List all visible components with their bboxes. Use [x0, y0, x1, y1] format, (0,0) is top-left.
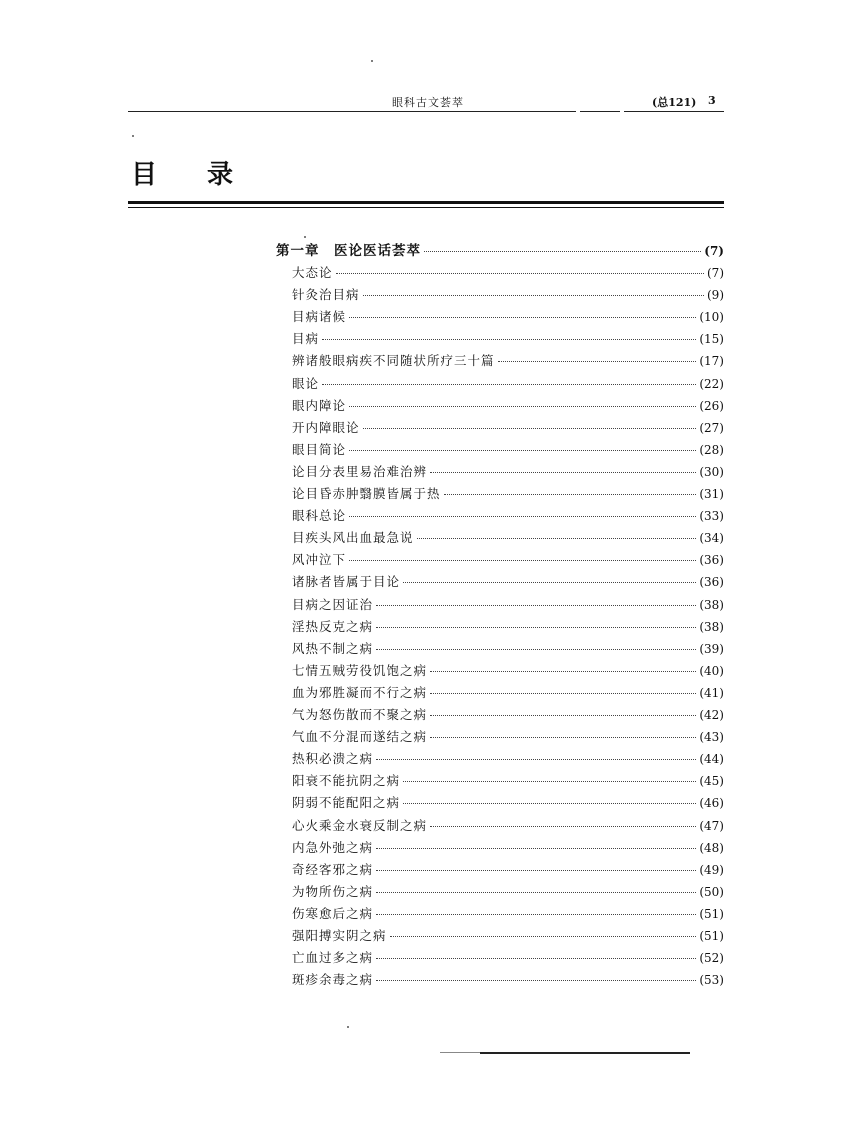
toc-entry-page: (46) — [699, 796, 724, 811]
toc-entry-title: 气为怒伤散而不聚之病 — [292, 707, 428, 722]
toc-entry[interactable] — [292, 859, 724, 881]
toc-entry-page: (38) — [699, 619, 724, 634]
toc-entry[interactable] — [292, 726, 724, 748]
dot-leader — [417, 537, 697, 539]
page-title-char-1: 目 — [131, 160, 158, 190]
dot-leader — [376, 604, 696, 606]
toc-entry-title: 眼内障论 — [292, 397, 347, 413]
toc-entry[interactable] — [292, 262, 724, 284]
toc-entry[interactable] — [292, 638, 724, 660]
toc-entry[interactable] — [292, 284, 724, 306]
toc-entry[interactable] — [292, 792, 724, 814]
toc-entry-title: 眼目简论 — [292, 441, 347, 457]
toc-entry-page: (9) — [707, 288, 724, 303]
dot-leader — [363, 427, 697, 429]
toc-entry-page: (43) — [699, 730, 724, 745]
dot-leader — [430, 670, 696, 672]
toc-entry-title: 目疾头风出血最急说 — [292, 530, 414, 546]
toc-chapter-title: 第一章 医论医话荟萃 — [276, 243, 421, 259]
header-rule-left — [128, 111, 576, 112]
toc-entry-title: 斑疹余毒之病 — [292, 972, 374, 988]
toc-entry[interactable] — [292, 616, 724, 638]
toc-entry-title: 为物所伤之病 — [292, 883, 374, 899]
toc-entry-title: 风热不制之病 — [292, 640, 374, 656]
toc-entry-page: (30) — [699, 464, 724, 479]
toc-entry-page: (49) — [699, 862, 724, 877]
toc-entry-page: (7) — [707, 266, 724, 280]
scan-speck — [132, 135, 134, 137]
dot-leader — [363, 294, 704, 296]
toc-entry-title: 奇经客邪之病 — [292, 861, 374, 877]
toc-entry-page: (50) — [699, 884, 724, 899]
toc-entry[interactable] — [292, 660, 724, 682]
toc-entry-page: (10) — [699, 310, 724, 325]
toc-entry-page: (34) — [699, 531, 724, 546]
toc-entry-page: (38) — [699, 597, 724, 612]
dot-leader — [376, 847, 696, 849]
dot-leader — [430, 736, 696, 738]
dot-leader — [349, 515, 696, 517]
toc-entry[interactable] — [292, 881, 724, 903]
toc-entry[interactable] — [292, 505, 724, 527]
toc-entry-title: 阴弱不能配阳之病 — [292, 795, 401, 811]
toc-entry[interactable] — [292, 770, 724, 792]
toc-entry-title: 论目昏赤肿翳膜皆属于热 — [292, 486, 441, 501]
toc-entry-page: (36) — [699, 575, 724, 590]
title-rule-thin — [128, 207, 724, 208]
toc-entry-page: (47) — [699, 818, 724, 833]
toc-entry-title: 目病 — [292, 331, 320, 347]
toc-entry-page: (27) — [699, 420, 724, 435]
toc-entry-title: 辨诸般眼病疾不同随状所疗三十篇 — [292, 353, 495, 369]
toc-entry[interactable] — [292, 373, 724, 395]
toc-chapter-page: (7) — [704, 244, 724, 258]
toc-entry-title: 目病诸候 — [292, 309, 347, 325]
footer-scan-rule-faint — [440, 1052, 480, 1053]
toc-entry[interactable] — [292, 395, 724, 417]
toc-entry-page: (52) — [699, 951, 724, 966]
toc-entry-title: 大态论 — [292, 265, 333, 280]
toc-entry[interactable] — [292, 682, 724, 704]
dot-leader — [424, 250, 701, 252]
toc-entry-title: 强阳搏实阴之病 — [292, 928, 387, 943]
toc-entry-page: (22) — [699, 376, 724, 391]
toc-entry-page: (41) — [699, 685, 724, 700]
toc-entry-title: 亡血过多之病 — [292, 950, 374, 966]
dot-leader — [403, 581, 696, 583]
dot-leader — [336, 272, 704, 274]
dot-leader — [403, 780, 696, 782]
toc-entry[interactable] — [292, 439, 724, 461]
toc-entry-page: (33) — [699, 509, 724, 524]
toc-entry-page: (31) — [699, 487, 724, 501]
dot-leader — [498, 360, 697, 362]
dot-leader — [390, 935, 697, 937]
toc-entry-page: (15) — [699, 332, 724, 347]
dot-leader — [430, 692, 696, 694]
toc-entry[interactable] — [292, 815, 724, 837]
dot-leader — [349, 316, 696, 318]
toc-entry[interactable] — [292, 527, 724, 549]
dot-leader — [403, 802, 696, 804]
running-header-page-number: 3 — [708, 94, 716, 107]
toc-entry-title: 淫热反克之病 — [292, 618, 374, 634]
toc-entry[interactable] — [292, 925, 724, 947]
toc-entry[interactable] — [292, 969, 724, 991]
page-title-char-2: 录 — [207, 160, 234, 190]
toc-entry[interactable] — [292, 571, 724, 593]
dot-leader — [376, 957, 696, 959]
dot-leader — [430, 825, 696, 827]
toc-entry-title: 目病之因证治 — [292, 596, 374, 612]
dot-leader — [349, 449, 696, 451]
dot-leader — [349, 405, 696, 407]
toc-entry-title: 眼论 — [292, 375, 320, 391]
toc-entry-title: 七情五贼劳役饥饱之病 — [292, 662, 428, 678]
toc-entry[interactable] — [292, 461, 724, 483]
dot-leader — [376, 891, 696, 893]
dot-leader — [430, 471, 696, 473]
toc-entry-title: 血为邪胜凝而不行之病 — [292, 684, 428, 700]
toc-chapter-row[interactable] — [276, 240, 724, 262]
scan-speck — [347, 1026, 349, 1028]
toc-entry-title: 心火乘金水衰反制之病 — [292, 817, 428, 833]
dot-leader — [376, 648, 696, 650]
toc-entry-page: (48) — [699, 840, 724, 855]
title-rule-thick — [128, 201, 724, 204]
dot-leader — [322, 338, 696, 340]
toc-entry-page: (36) — [699, 553, 724, 568]
running-header-title: 眼科古文荟萃 — [392, 96, 464, 109]
toc-entry[interactable] — [292, 748, 724, 770]
toc-entry[interactable] — [292, 704, 724, 726]
header-rule-right — [624, 111, 724, 112]
toc-entry[interactable] — [292, 350, 724, 372]
header-rule-mid — [580, 111, 620, 112]
toc-entry-title: 风冲泣下 — [292, 552, 347, 568]
dot-leader — [376, 979, 696, 981]
toc-entry[interactable] — [292, 903, 724, 925]
toc-entry[interactable] — [292, 594, 724, 616]
toc-entry-page: (51) — [699, 906, 724, 921]
scan-speck — [371, 60, 373, 62]
toc-entry[interactable] — [292, 947, 724, 969]
scan-speck — [304, 236, 306, 238]
toc-entry-title: 阳衰不能抗阴之病 — [292, 773, 401, 789]
toc-entry-title: 针灸治目病 — [292, 287, 360, 303]
dot-leader — [430, 714, 696, 716]
toc-entry-title: 论目分表里易治难治辨 — [292, 463, 428, 479]
toc-entry-page: (17) — [699, 354, 724, 369]
toc-entry-page: (39) — [699, 641, 724, 656]
footer-scan-rule — [480, 1052, 690, 1054]
toc-entry-page: (40) — [699, 663, 724, 678]
toc-entry[interactable] — [292, 837, 724, 859]
toc-entry-page: (44) — [699, 752, 724, 767]
dot-leader — [376, 913, 696, 915]
toc-entry-page: (28) — [699, 442, 724, 457]
dot-leader — [376, 869, 696, 871]
toc-entry[interactable] — [292, 417, 724, 439]
toc-entry-title: 气血不分混而遂结之病 — [292, 729, 428, 745]
dot-leader — [349, 559, 696, 561]
toc-entry-page: (26) — [699, 398, 724, 413]
dot-leader — [376, 626, 696, 628]
dot-leader — [444, 493, 697, 495]
dot-leader — [376, 758, 696, 760]
toc-entry-page: (42) — [699, 708, 724, 722]
toc-entry-title: 开内障眼论 — [292, 419, 360, 435]
toc-entry-title: 眼科总论 — [292, 508, 347, 524]
toc-entry[interactable] — [292, 549, 724, 571]
toc-entry[interactable] — [292, 483, 724, 505]
toc-entry-page: (45) — [699, 774, 724, 789]
toc-entry-title: 内急外弛之病 — [292, 839, 374, 855]
dot-leader — [322, 383, 696, 385]
running-header-total-page: (总121) — [652, 96, 697, 109]
toc-entry-title: 伤寒愈后之病 — [292, 905, 374, 921]
toc-entry[interactable] — [292, 306, 724, 328]
toc-entry-title: 诸脉者皆属于目论 — [292, 574, 401, 590]
toc-entry-page: (53) — [699, 973, 724, 988]
toc-entry[interactable] — [292, 328, 724, 350]
toc-entry-page: (51) — [699, 929, 724, 943]
toc-entry-title: 热积必溃之病 — [292, 751, 374, 767]
